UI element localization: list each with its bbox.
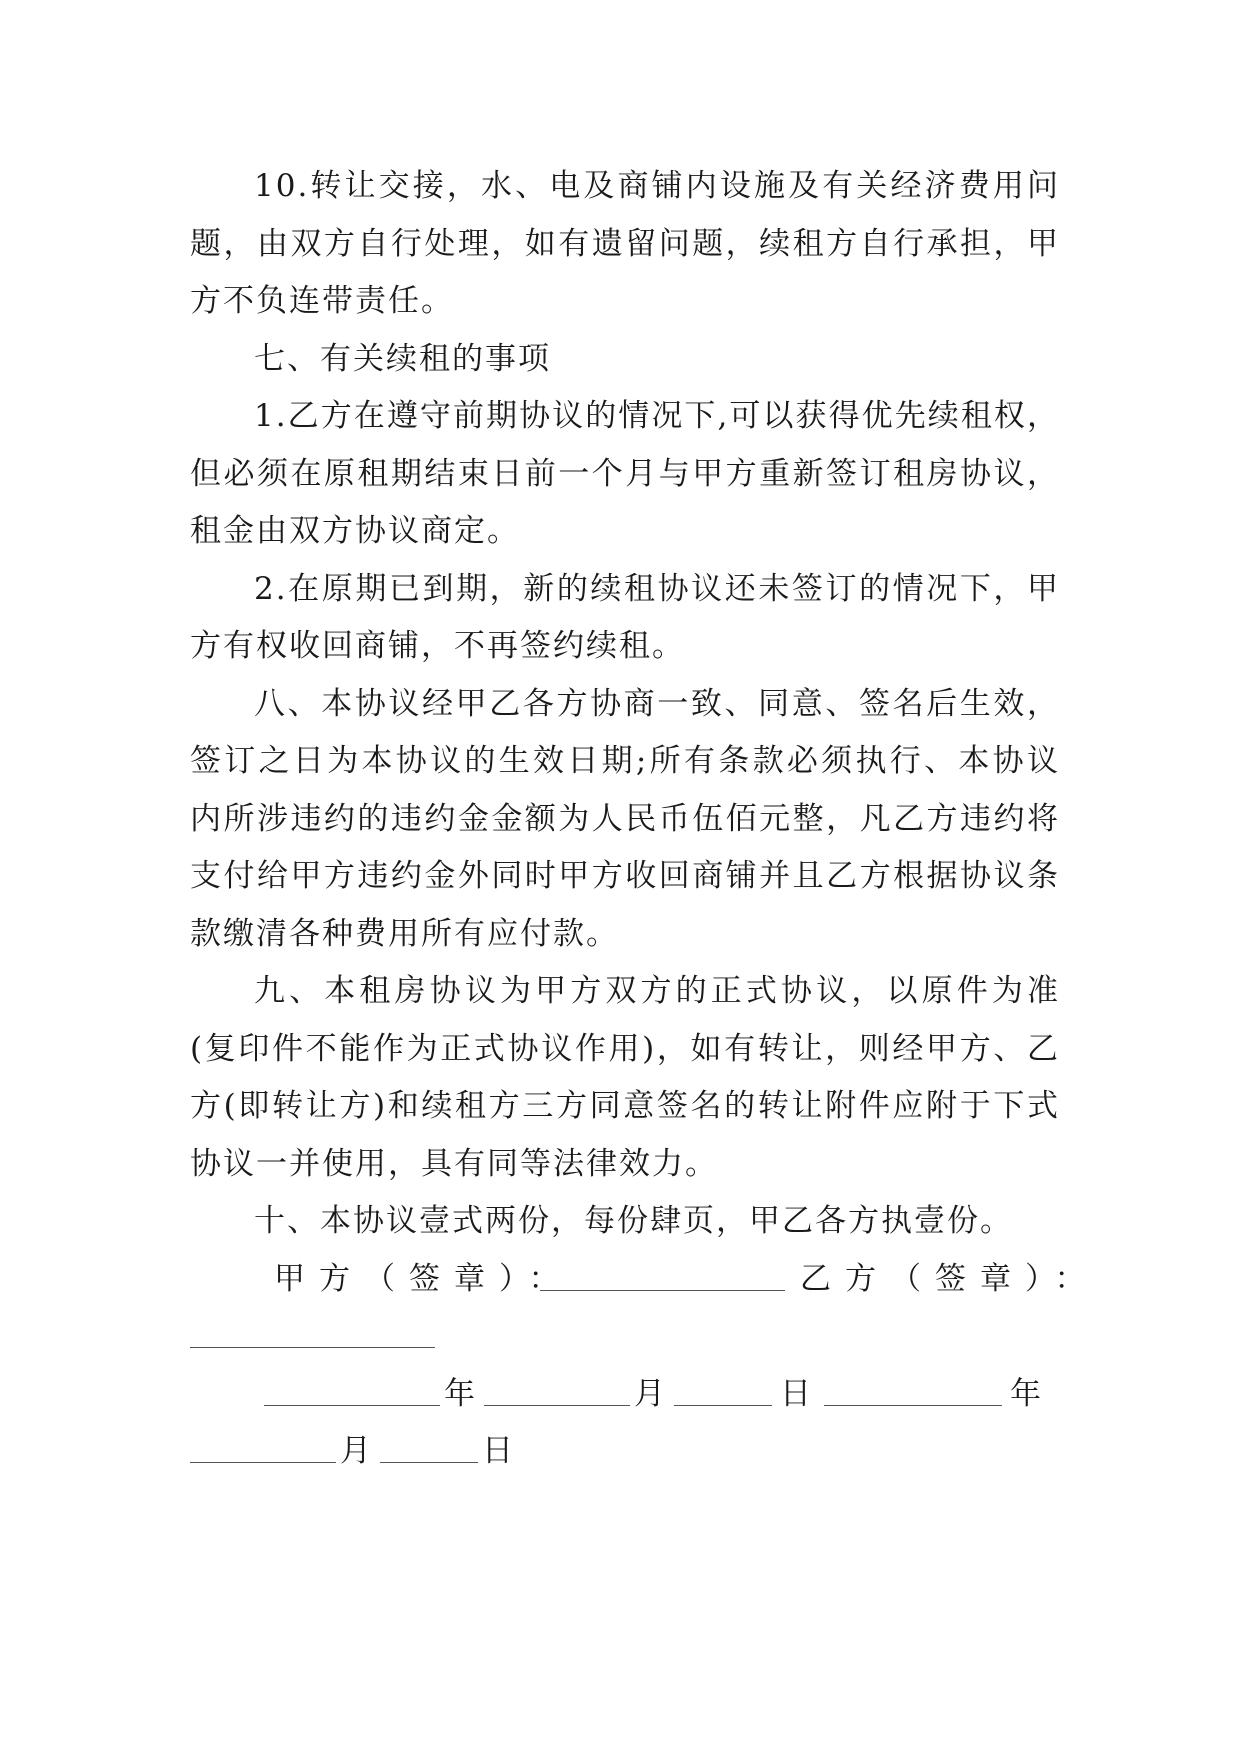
paragraph-formal-agreement: 九、本租房协议为甲方双方的正式协议，以原件为准(复印件不能作为正式协议作用)，如有转让，则经甲方、乙方(即转让方)和续租方三方同意签名的转让附件应附于下式协议一并使用，具有同等法律效力。 (190, 973, 1060, 1182)
paragraph-renewal-expiry: 2.在原期已到期，新的续租协议还未签订的情况下，甲方有权收回商铺，不再签约续租。 (190, 570, 1060, 664)
party-b-signature-line (190, 1347, 435, 1348)
party-a-year-label: 年 (444, 1375, 477, 1412)
party-b-day-label: 日 (482, 1432, 515, 1469)
party-b-month-label: 月 (340, 1432, 373, 1469)
paragraph-handover: 10.转让交接，水、电及商铺内设施及有关经济费用问题，由双方自行处理，如有遗留问题，续租方自行承担，甲方不负连带责任。 (190, 168, 1060, 319)
signature-block (190, 1251, 1100, 1366)
party-a-month-label: 月 (634, 1375, 667, 1412)
document-body (190, 158, 1100, 1481)
date-block (190, 1366, 1060, 1481)
party-a-year-blank (264, 1405, 440, 1406)
party-a-signature-label: 甲方（签章）： (274, 1260, 574, 1297)
paragraph-renewal-priority: 1.乙方在遵守前期协议的情况下,可以获得优先续租权，但必须在原租期结束日前一个月与甲方重新签订租房协议，租金由双方协议商定。 (190, 398, 1060, 549)
party-b-day-blank (380, 1462, 478, 1463)
party-a-signature-line (540, 1290, 785, 1291)
party-b-year-blank (824, 1405, 1002, 1406)
party-b-year-label: 年 (1010, 1375, 1043, 1412)
paragraph-copies: 十、本协议壹式两份，每份肆页，甲乙各方执壹份。 (254, 1203, 1013, 1239)
party-a-month-blank (484, 1405, 630, 1406)
paragraph-effectiveness: 八、本协议经甲乙各方协商一致、同意、签名后生效，签订之日为本协议的生效日期;所有条款必须执行、本协议内所涉违约的违约金金额为人民币伍佰元整，凡乙方违约将支付给甲方违约金外同时甲方收回商铺并且乙方根据协议条款缴清各种费用所有应付款。 (190, 685, 1060, 952)
party-a-day-blank (674, 1405, 772, 1406)
party-b-month-blank (190, 1462, 336, 1463)
section-heading-renewal: 七、有关续租的事项 (254, 340, 551, 377)
party-b-signature-label: 乙方（签章）： (800, 1260, 1100, 1297)
party-a-day-label: 日 (780, 1375, 813, 1412)
